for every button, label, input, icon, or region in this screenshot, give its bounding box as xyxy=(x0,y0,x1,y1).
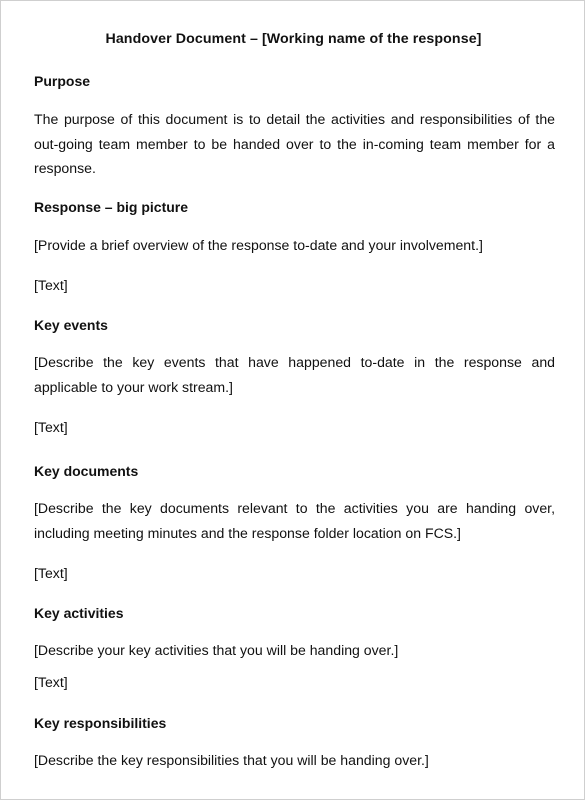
section-heading-big-picture: Response – big picture xyxy=(34,199,189,215)
purpose-body: The purpose of this document is to detail the activities and responsibilities of the out-going team member to be handed over to the in-coming team member for a response. xyxy=(34,111,555,176)
key-documents-placeholder: [Text] xyxy=(34,565,68,581)
key-activities-placeholder: [Text] xyxy=(34,674,68,690)
key-documents-instruction: [Describe the key documents relevant to the activities you are handing over, including meeting minutes and the response folder location on FCS.] xyxy=(34,500,555,541)
section-heading-purpose: Purpose xyxy=(34,73,91,89)
section-heading-key-responsibilities: Key responsibilities xyxy=(34,715,167,731)
key-activities-instruction: [Describe your key activities that you will be handing over.] xyxy=(34,642,399,658)
key-events-instruction: [Describe the key events that have happened to-date in the response and applicable to your work stream.] xyxy=(34,354,555,395)
section-heading-key-activities: Key activities xyxy=(34,605,124,621)
document-title: Handover Document – [Working name of the response] xyxy=(105,31,482,47)
section-heading-key-events: Key events xyxy=(34,317,108,333)
section-heading-key-documents: Key documents xyxy=(34,463,139,479)
key-responsibilities-instruction: [Describe the key responsibilities that you will be handing over.] xyxy=(34,752,429,768)
big-picture-placeholder: [Text] xyxy=(34,277,68,293)
key-events-placeholder: [Text] xyxy=(34,419,68,435)
big-picture-instruction: [Provide a brief overview of the response to-date and your involvement.] xyxy=(34,237,483,253)
